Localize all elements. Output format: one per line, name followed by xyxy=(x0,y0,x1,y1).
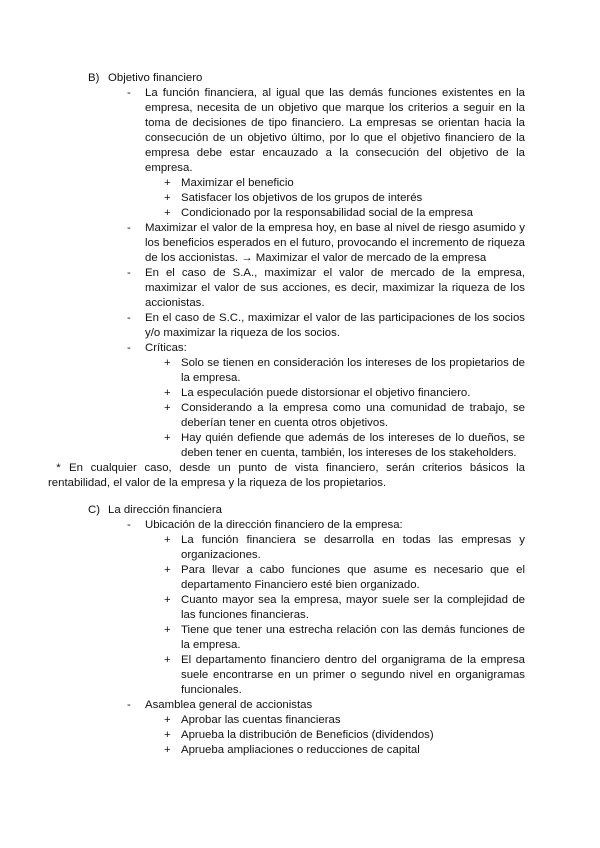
section-label: C) xyxy=(88,504,101,516)
sub-list-item-text: Aprobar las cuentas financieras xyxy=(181,714,341,726)
sub-list-item-text: Para llevar a cabo funciones que asume es necesario que el departamento Financiero esté bien organizado. xyxy=(181,564,525,591)
sub-list-item xyxy=(164,356,525,386)
plus-bullet-icon: + xyxy=(164,744,171,756)
sub-list-item xyxy=(164,401,525,431)
sub-list-item xyxy=(164,743,525,758)
section-title: La dirección financiera xyxy=(108,504,222,516)
sub-list-item-text: Tiene que tener una estrecha relación con las demás funciones de la empresa. xyxy=(181,624,525,651)
sub-list-item xyxy=(164,176,525,191)
list-item-text: Maximizar el valor de la empresa hoy, en base al nivel de riesgo asumido y los beneficios esperados en el futuro, provocando el incremento de riqueza de los accionistas. → Maximizar el valor de mercado de la empresa xyxy=(145,222,525,264)
sub-list-item xyxy=(164,713,525,728)
sub-list-item-text: Solo se tienen en consideración los intereses de los propietarios de la empresa. xyxy=(181,357,525,384)
note-paragraph xyxy=(48,461,525,491)
list-item-text: Críticas: xyxy=(145,342,187,354)
dash-bullet-icon: - xyxy=(127,699,131,711)
dash-bullet-icon: - xyxy=(127,222,131,234)
dash-bullet-icon: - xyxy=(127,519,131,531)
sub-list-item xyxy=(164,728,525,743)
sub-list-item xyxy=(164,533,525,563)
list-item-text: Asamblea general de accionistas xyxy=(145,699,313,711)
section-title: Objetivo financiero xyxy=(108,72,203,84)
section-label: B) xyxy=(88,72,100,84)
list-item-text: La función financiera, al igual que las demás funciones existentes en la empresa, necesita de un objetivo que marque los criterios a seguir en la toma de decisiones de tipo financiero. La empresas se orientan hacia la consecución de un objetivo último, por lo que el objetivo financiero de la empresa debe estar encauzado a la consecución del objetivo de la empresa. xyxy=(145,87,525,174)
dash-bullet-icon: - xyxy=(127,312,131,324)
sub-list-item-text: La función financiera se desarrolla en todas las empresas y organizaciones. xyxy=(181,534,525,561)
sub-list-item xyxy=(164,386,525,401)
sub-list-item-text: Considerando a la empresa como una comunidad de trabajo, se deberían tener en cuenta otros objetivos. xyxy=(181,402,525,429)
list-item xyxy=(127,221,525,266)
section-spacer xyxy=(0,491,600,503)
dash-bullet-icon: - xyxy=(127,87,131,99)
sub-list-item-text: Condicionado por la responsabilidad social de la empresa xyxy=(181,207,473,219)
asterisk-icon: * xyxy=(56,462,61,474)
plus-bullet-icon: + xyxy=(164,594,171,606)
plus-bullet-icon: + xyxy=(164,654,171,666)
sub-list-item xyxy=(164,623,525,653)
list-item xyxy=(127,518,525,533)
plus-bullet-icon: + xyxy=(164,534,171,546)
dash-bullet-icon: - xyxy=(127,342,131,354)
plus-bullet-icon: + xyxy=(164,564,171,576)
sub-list-item xyxy=(164,653,525,698)
sub-list-item-text: Satisfacer los objetivos de los grupos de interés xyxy=(181,192,423,204)
sub-list-item-text: Cuanto mayor sea la empresa, mayor suele ser la complejidad de las funciones financieras. xyxy=(181,594,525,621)
sub-list-item xyxy=(164,431,525,461)
list-item xyxy=(127,266,525,311)
plus-bullet-icon: + xyxy=(164,729,171,741)
plus-bullet-icon: + xyxy=(164,714,171,726)
section-heading xyxy=(88,503,600,518)
plus-bullet-icon: + xyxy=(164,357,171,369)
sub-list-item-text: Hay quién defiende que además de los intereses de lo dueños, se deben tener en cuenta, también, los intereses de los stakeholders. xyxy=(181,432,525,459)
plus-bullet-icon: + xyxy=(164,207,171,219)
sub-list-item-text: Maximizar el beneficio xyxy=(181,177,294,189)
sub-list-item xyxy=(164,206,525,221)
sub-list-item xyxy=(164,191,525,206)
plus-bullet-icon: + xyxy=(164,624,171,636)
plus-bullet-icon: + xyxy=(164,402,171,414)
dash-bullet-icon: - xyxy=(127,267,131,279)
sub-list-item-text: Aprueba ampliaciones o reducciones de capital xyxy=(181,744,420,756)
sub-list-item xyxy=(164,593,525,623)
sub-list-item-text: El departamento financiero dentro del organigrama de la empresa suele encontrarse en un primer o segundo nivel en organigramas funcionales. xyxy=(181,654,525,696)
section-heading xyxy=(88,71,600,86)
list-item-text: Ubicación de la dirección financiero de la empresa: xyxy=(145,519,403,531)
list-item-text: En el caso de S.C., maximizar el valor de las participaciones de los socios y/o maximizar la riqueza de los socios. xyxy=(145,312,525,339)
sub-list-item-text: Aprueba la distribución de Beneficios (dividendos) xyxy=(181,729,434,741)
plus-bullet-icon: + xyxy=(164,177,171,189)
list-item xyxy=(127,341,525,356)
list-item xyxy=(127,311,525,341)
list-item-text: En el caso de S.A., maximizar el valor de mercado de la empresa, maximizar el valor de sus acciones, es decir, maximizar la riqueza de los accionistas. xyxy=(145,267,525,309)
plus-bullet-icon: + xyxy=(164,432,171,444)
sub-list-item xyxy=(164,563,525,593)
plus-bullet-icon: + xyxy=(164,387,171,399)
plus-bullet-icon: + xyxy=(164,192,171,204)
list-item xyxy=(127,698,525,713)
document-page xyxy=(0,71,600,758)
sub-list-item-text: La especulación puede distorsionar el objetivo financiero. xyxy=(181,387,471,399)
note-text: En cualquier caso, desde un punto de vista financiero, serán criterios básicos la rentabilidad, el valor de la empresa y la riqueza de los propietarios. xyxy=(48,462,525,489)
list-item xyxy=(127,86,525,176)
